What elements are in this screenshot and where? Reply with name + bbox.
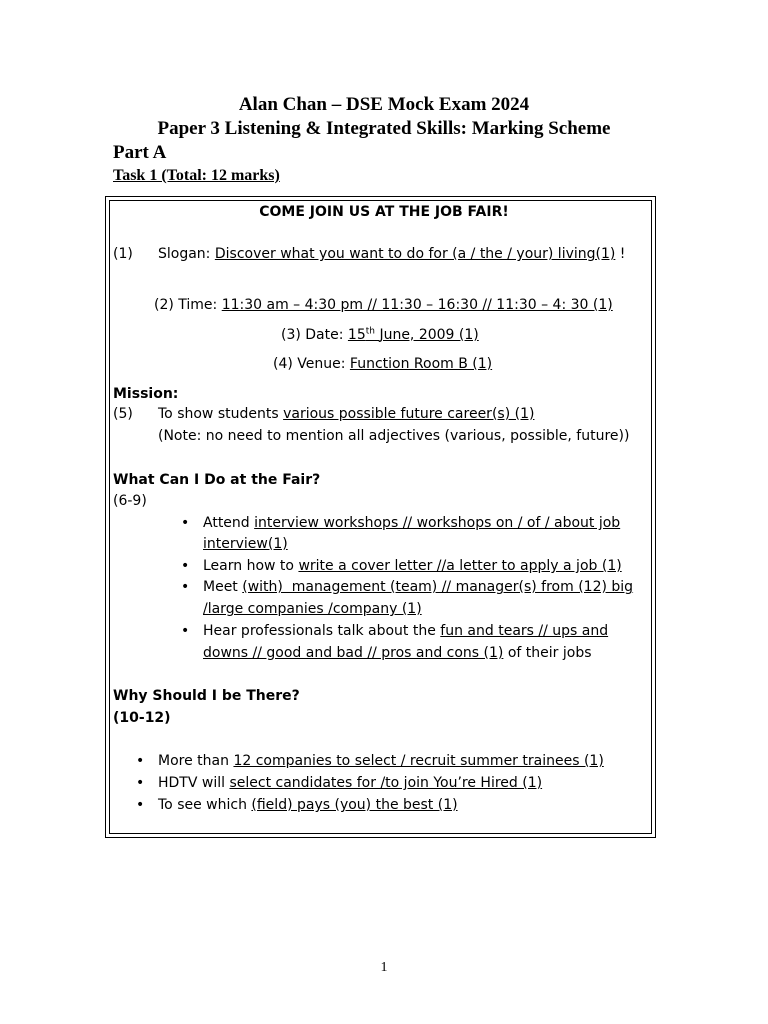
why-range: (10-12) bbox=[113, 710, 171, 726]
q2-label: (2) Time: bbox=[154, 297, 218, 313]
q3-line bbox=[281, 327, 479, 343]
b1-answer-line2: interview(1) bbox=[203, 536, 288, 552]
q5-number: (5) bbox=[113, 406, 133, 422]
w3-answer: (field) pays (you) the best (1) bbox=[251, 797, 458, 813]
q4-label: (4) Venue: bbox=[273, 356, 346, 372]
b4-answer-line2: downs // good and bad // pros and cons (1) bbox=[203, 645, 504, 661]
part-heading: Part A bbox=[113, 142, 167, 163]
q1-label: Slogan: bbox=[158, 246, 211, 262]
fair-range: (6-9) bbox=[113, 493, 147, 509]
q4-answer: Function Room B (1) bbox=[349, 356, 493, 372]
b4-prefix: Hear professionals talk about the bbox=[203, 623, 436, 639]
b1-prefix: Attend bbox=[203, 515, 250, 531]
fair-bullet-2 bbox=[203, 558, 622, 574]
q4-line bbox=[273, 356, 492, 372]
b2-answer: write a cover letter //a letter to apply a job (1) bbox=[298, 558, 622, 574]
q5-prefix: To show students bbox=[158, 406, 279, 422]
q3-label: (3) Date: bbox=[281, 327, 344, 343]
b3-answer-line2: /large companies /company (1) bbox=[203, 601, 422, 617]
w1-answer: 12 companies to select / recruit summer trainees (1) bbox=[233, 753, 604, 769]
q1-line bbox=[158, 246, 625, 262]
w1-prefix: More than bbox=[158, 753, 229, 769]
why-bullet-2 bbox=[158, 775, 542, 791]
w2-prefix: HDTV will bbox=[158, 775, 226, 791]
q5-note: (Note: no need to mention all adjectives (various, possible, future)) bbox=[158, 428, 630, 444]
b3-prefix: Meet bbox=[203, 579, 238, 595]
q3-rest: June, 2009 (1) bbox=[379, 327, 479, 343]
fair-bullet-1 bbox=[203, 515, 620, 531]
q5-line bbox=[158, 406, 534, 422]
w3-prefix: To see which bbox=[158, 797, 247, 813]
b3-answer-line1: (with) management (team) // manager(s) from (12) big bbox=[242, 579, 634, 595]
job-fair-heading: COME JOIN US AT THE JOB FAIR! bbox=[259, 204, 509, 220]
fair-heading: What Can I Do at the Fair? bbox=[113, 472, 321, 488]
b4-answer-line1: fun and tears // ups and bbox=[440, 623, 609, 639]
q1-answer: Discover what you want to do for (a / the / your) living(1) bbox=[214, 246, 616, 262]
q3-ordinal: th bbox=[365, 326, 375, 337]
q3-answer bbox=[348, 327, 479, 343]
q1-end: ! bbox=[619, 246, 626, 262]
why-heading: Why Should I be There? bbox=[113, 688, 300, 704]
q1-number: (1) bbox=[113, 246, 133, 262]
q3-day: 15 bbox=[347, 327, 366, 343]
b4-line2 bbox=[203, 645, 592, 661]
why-bullet-3 bbox=[158, 797, 458, 813]
fair-bullet-4 bbox=[203, 623, 608, 639]
page-number: 1 bbox=[380, 960, 388, 975]
b4-suffix: of their jobs bbox=[507, 645, 592, 661]
task-heading: Task 1 (Total: 12 marks) bbox=[113, 167, 280, 184]
q2-line bbox=[154, 297, 613, 313]
w2-answer: select candidates for /to join You’re Hired (1) bbox=[229, 775, 543, 791]
b1-answer-line1: interview workshops // workshops on / of / about job bbox=[254, 515, 621, 531]
q5-answer: various possible future career(s) (1) bbox=[283, 406, 535, 422]
paper-title: Paper 3 Listening & Integrated Skills: Marking Scheme bbox=[157, 118, 611, 139]
q2-answer: 11:30 am – 4:30 pm // 11:30 – 16:30 // 11:30 – 4: 30 (1) bbox=[221, 297, 613, 313]
why-bullet-1 bbox=[158, 753, 604, 769]
mission-heading: Mission: bbox=[113, 386, 179, 402]
b2-prefix: Learn how to bbox=[203, 558, 294, 574]
fair-bullet-3 bbox=[203, 579, 633, 595]
exam-title: Alan Chan – DSE Mock Exam 2024 bbox=[238, 94, 530, 115]
